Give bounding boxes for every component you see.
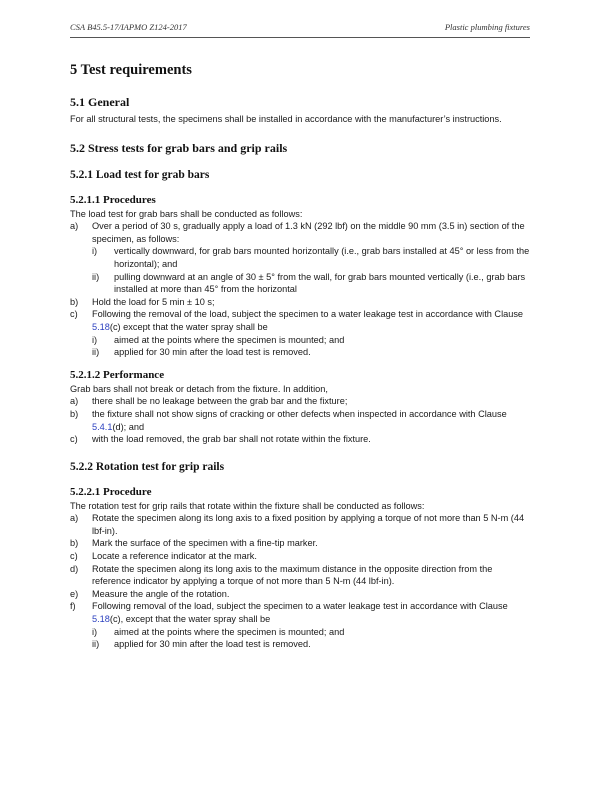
section-5-2-1-1-heading: 5.2.1.1 Procedures	[70, 193, 156, 206]
list-item: e) Measure the angle of the rotation.	[70, 588, 230, 599]
clause-link[interactable]: 5.18	[92, 321, 110, 332]
running-header-title: Plastic plumbing fixtures	[444, 22, 530, 32]
clause-link[interactable]: 5.18	[92, 614, 110, 625]
list-item: d) Rotate the specimen along its long axis to the maximum distance in the opposite direction from the reference indicator by applying a torque of not more than 5 N-m (44 lbf-in).	[70, 563, 493, 587]
sub-list-item: ii) applied for 30 min after the load test is removed.	[92, 347, 311, 358]
sub-list-item: i) aimed at the points where the specimen is mounted; and	[92, 626, 345, 637]
section-5-2-2-heading: 5.2.2 Rotation test for grip rails	[70, 460, 225, 473]
list-item: c) with the load removed, the grab bar shall not rotate within the fixture.	[70, 434, 371, 445]
performance-intro: Grab bars shall not break or detach from the fixture. In addition,	[70, 383, 328, 394]
document-body	[70, 56, 532, 651]
section-5-2-1-2-heading: 5.2.1.2 Performance	[70, 368, 165, 381]
section-5-2-heading: 5.2 Stress tests for grab bars and grip rails	[70, 140, 288, 155]
sub-list-item: ii) applied for 30 min after the load test is removed.	[92, 639, 311, 650]
list-item: a) Over a period of 30 s, gradually apply a load of 1.3 kN (292 lbf) on the middle 90 mm (3.5 in) section of the specimen, as follows:	[70, 221, 525, 244]
list-item: b) the fixture shall not show signs of cracking or other defects when inspected in accordance with Clause 5.4.1(d); and	[70, 408, 507, 432]
clause-link[interactable]: 5.4.1	[92, 421, 113, 432]
list-item: c) Locate a reference indicator at the mark.	[70, 551, 257, 562]
sub-list-item: ii) pulling downward at an angle of 30 ± 5° from the wall, for grab bars mounted vertically (i.e., grab bars installed at more than 45° from the horizontal	[92, 271, 526, 295]
section-5-1-text: For all structural tests, the specimens shall be installed in accordance with the manufacturer’s instructions.	[70, 114, 502, 124]
list-item: c) Following the removal of the load, subject the specimen to a water leakage test in accordance with Clause 5.18(c) except that the water spray shall be	[70, 309, 524, 332]
section-5-heading: 5 Test requirements	[70, 62, 192, 78]
section-5-2-2-1-heading: 5.2.2.1 Procedure	[70, 485, 152, 498]
header-rule	[70, 37, 530, 38]
list-item: a) there shall be no leakage between the grab bar and the fixture;	[70, 396, 348, 407]
list-item: f) Following removal of the load, subject the specimen to a water leakage test in accordance with Clause 5.18(c), except that the water spray shall be	[70, 601, 508, 625]
section-5-1-heading: 5.1 General	[70, 95, 130, 109]
section-5-2-1-heading: 5.2.1 Load test for grab bars	[70, 168, 210, 181]
list-item: b) Mark the surface of the specimen with a fine-tip marker.	[70, 538, 318, 549]
list-item: b) Hold the load for 5 min ± 10 s;	[70, 296, 215, 307]
rotation-procedure-intro: The rotation test for grip rails that rotate within the fixture shall be conducted as follows:	[70, 500, 425, 511]
running-header-standard: CSA B45.5-17/IAPMO Z124-2017	[70, 22, 187, 32]
procedure-intro: The load test for grab bars shall be conducted as follows:	[70, 208, 303, 219]
list-item: a) Rotate the specimen along its long axis to a fixed position by applying a torque of not more than 5 N-m (44 lbf-in).	[70, 513, 525, 536]
sub-list-item: i) aimed at the points where the specimen is mounted; and	[92, 334, 345, 345]
sub-list-item: i) vertically downward, for grab bars mounted horizontally (i.e., grab bars installed at 45° or less from the horizontal); and	[92, 246, 530, 269]
